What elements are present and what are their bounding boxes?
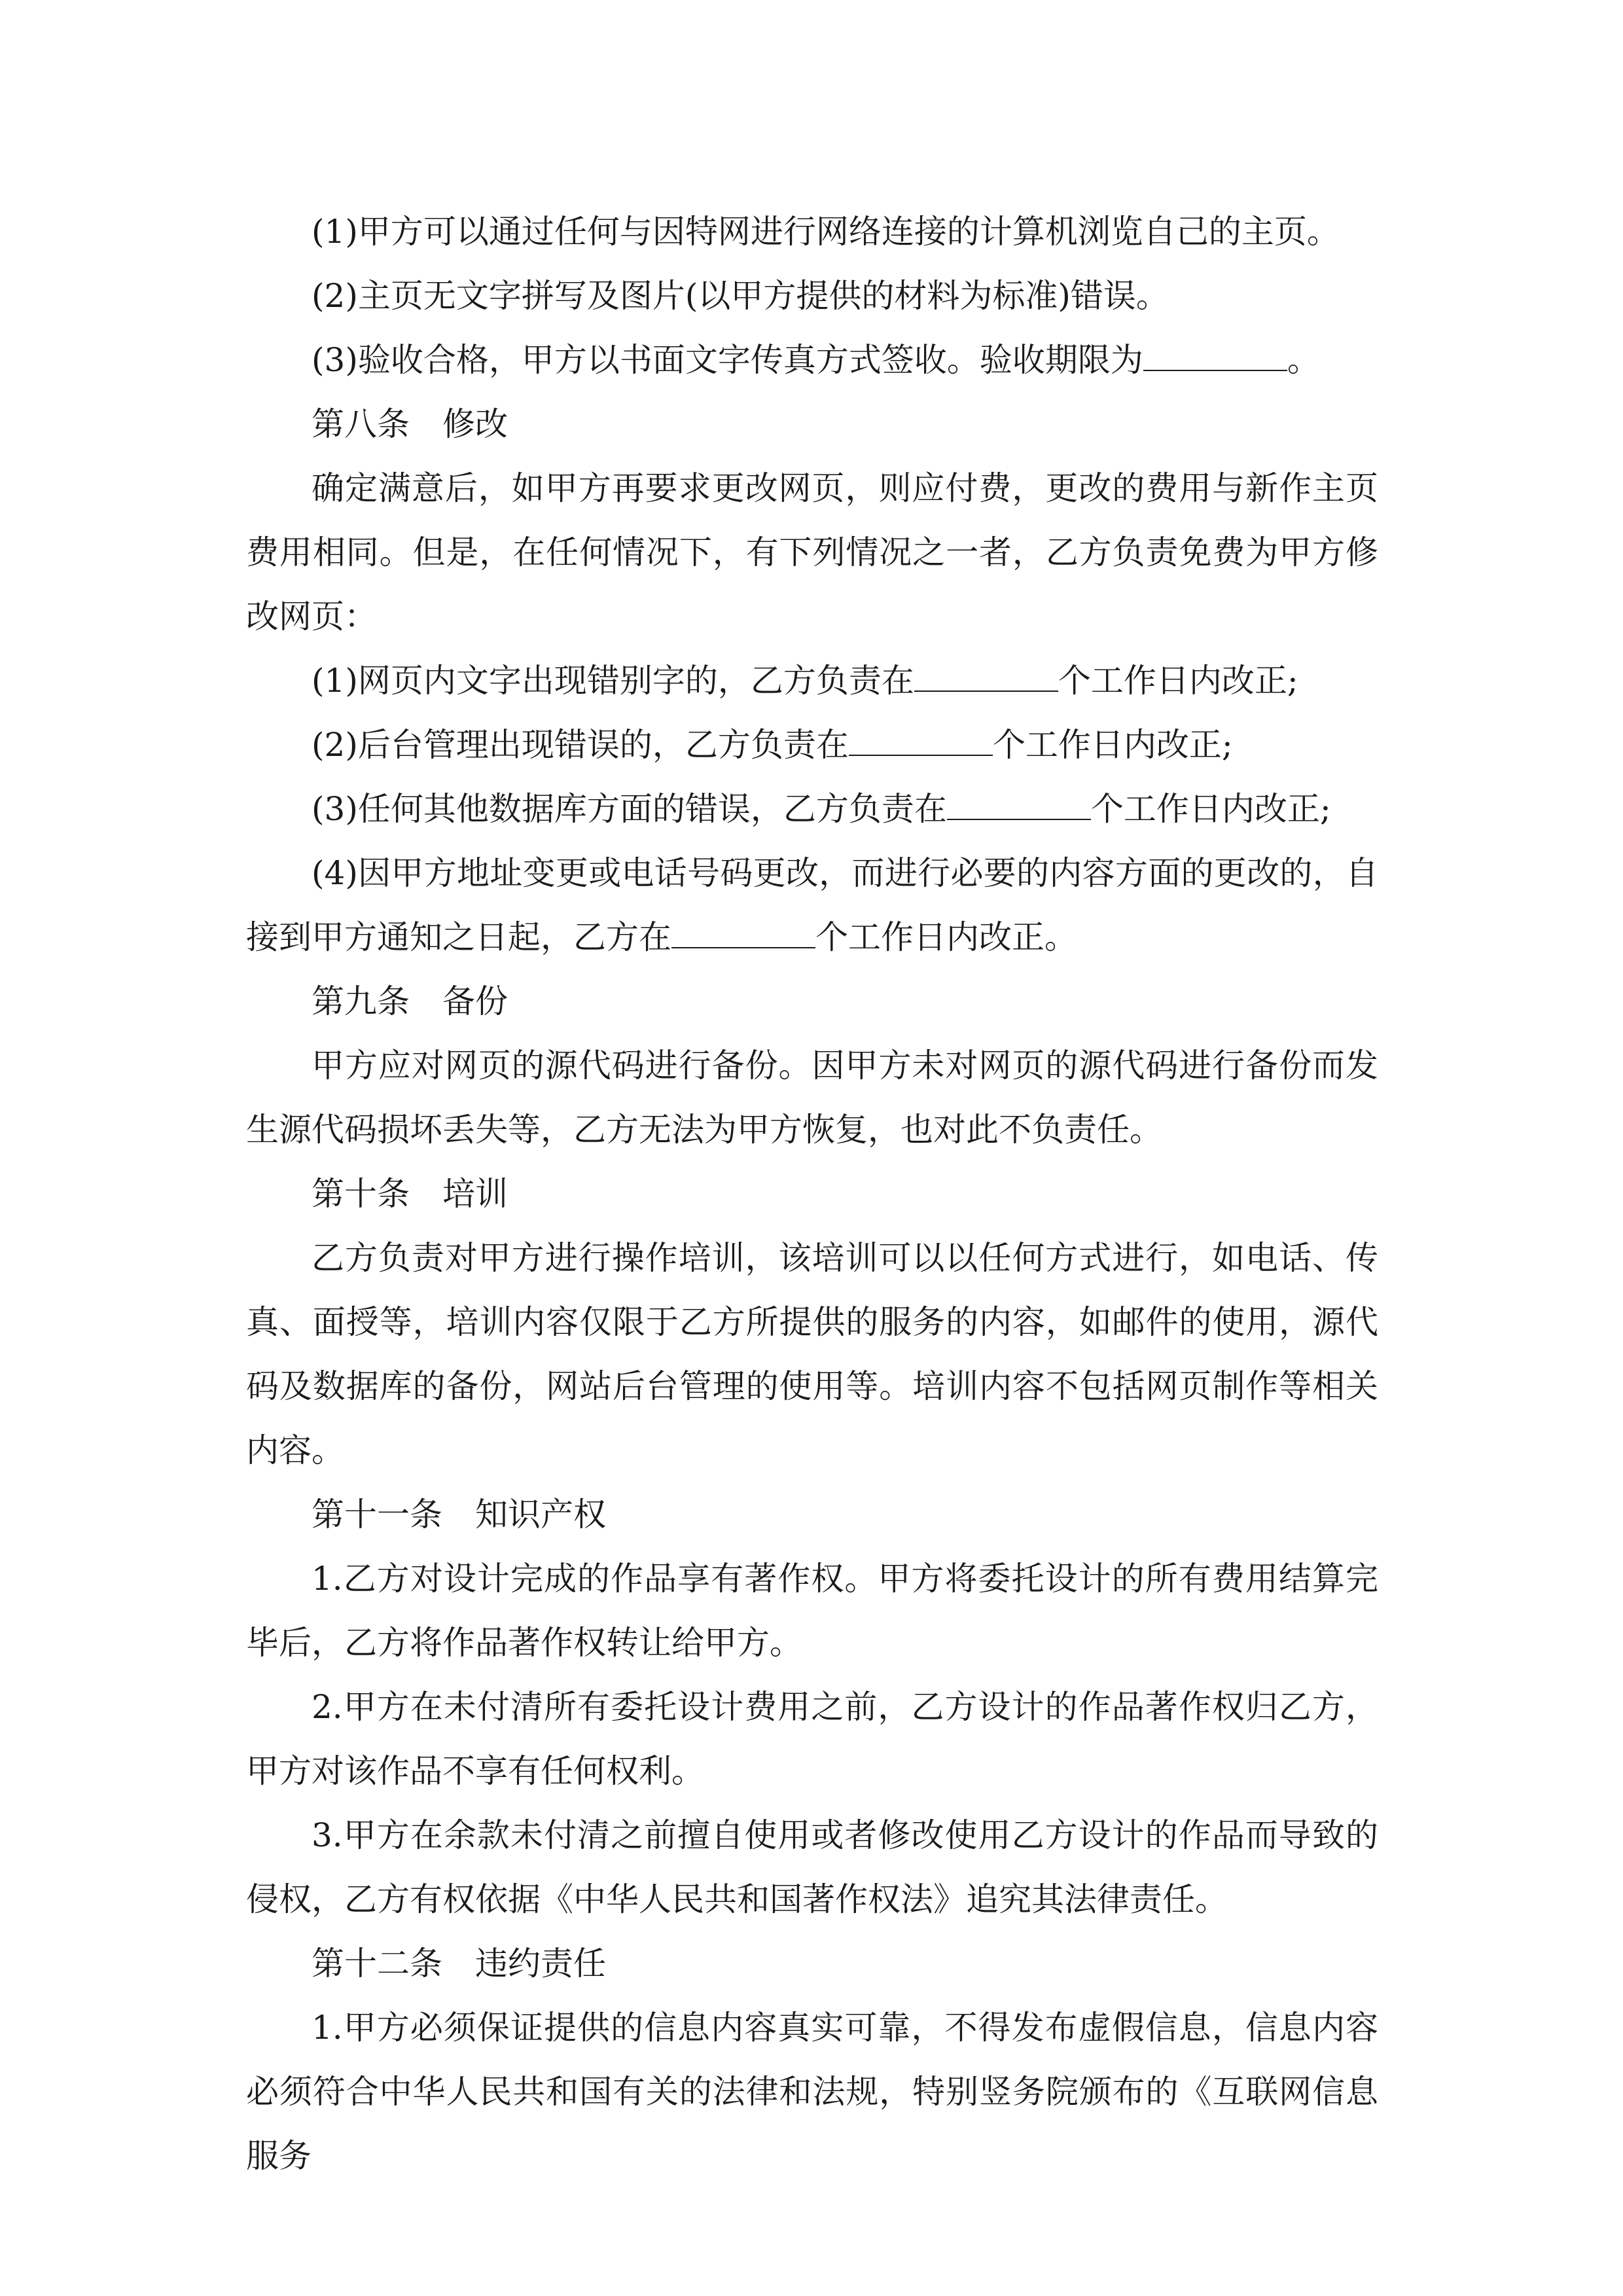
document-body — [246, 200, 1378, 2188]
article-9-text: 甲方应对网页的源代码进行备份。因甲方未对网页的源代码进行备份而发生源代码损坏丢失等，乙方无法为甲方恢复，也对此不负责任。 — [246, 1047, 1378, 1149]
article-11-item-2: 2.甲方在未付清所有委托设计费用之前，乙方设计的作品著作权归乙方，甲方对该作品不享有任何权利。 — [246, 1688, 1378, 1790]
article-8-item-1 — [246, 649, 1378, 713]
article-8-item-3-end: 个工作日内改正; — [1090, 790, 1331, 828]
article-8-heading: 第八条 修改 — [312, 405, 508, 443]
acceptance-item-2: (2)主页无文字拼写及图片(以甲方提供的材料为标准)错误。 — [312, 277, 1169, 315]
fill-in-blank — [1143, 346, 1287, 371]
acceptance-item-1: (1)甲方可以通过任何与因特网进行网络连接的计算机浏览自己的主页。 — [312, 213, 1340, 251]
article-8-item-3 — [246, 777, 1378, 841]
article-8-item-4 — [246, 841, 1378, 969]
article-8-item-1-end: 个工作日内改正; — [1058, 662, 1298, 700]
article-11-item-3: 3.甲方在余款未付清之前擅自使用或者修改使用乙方设计的作品而导致的侵权，乙方有权依据《中华人民共和国著作权法》追究其法律责任。 — [246, 1816, 1378, 1918]
article-9-heading: 第九条 备份 — [312, 982, 508, 1020]
article-8-item-4-text: (4)因甲方地址变更或电话号码更改，而进行必要的内容方面的更改的，自接到甲方通知之日起，乙方在 — [246, 854, 1378, 956]
fill-in-blank — [914, 667, 1058, 692]
article-8-item-3-text: (3)任何其他数据库方面的错误，乙方负责在 — [312, 790, 947, 828]
article-10-heading: 第十条 培训 — [312, 1175, 508, 1213]
fill-in-blank — [849, 731, 993, 756]
article-11-item-1: 1.乙方对设计完成的作品享有著作权。甲方将委托设计的所有费用结算完毕后，乙方将作品著作权转让给甲方。 — [246, 1560, 1378, 1662]
article-10-text: 乙方负责对甲方进行操作培训，该培训可以以任何方式进行，如电话、传真、面授等，培训内容仅限于乙方所提供的服务的内容，如邮件的使用，源代码及数据库的备份，网站后台管理的使用等。培训内容不包括网页制作等相关内容。 — [246, 1239, 1378, 1469]
article-12-heading: 第十二条 违约责任 — [312, 1945, 606, 1982]
acceptance-item-3 — [246, 328, 1378, 392]
article-8-item-2-text: (2)后台管理出现错误的，乙方负责在 — [312, 726, 849, 764]
article-11-heading: 第十一条 知识产权 — [312, 1496, 606, 1534]
fill-in-blank — [947, 795, 1091, 820]
article-8-intro: 确定满意后，如甲方再要求更改网页，则应付费，更改的费用与新作主页费用相同。但是，在任何情况下，有下列情况之一者，乙方负责免费为甲方修改网页： — [246, 469, 1378, 636]
article-8-item-1-text: (1)网页内文字出现错别字的，乙方负责在 — [312, 662, 914, 700]
article-8-item-2 — [246, 713, 1378, 777]
article-8-item-4-end: 个工作日内改正。 — [815, 918, 1077, 956]
article-8-item-2-end: 个工作日内改正; — [992, 726, 1233, 764]
acceptance-item-3-end: 。 — [1287, 341, 1320, 379]
fill-in-blank — [671, 924, 815, 948]
article-12-item-1: 1.甲方必须保证提供的信息内容真实可靠，不得发布虚假信息，信息内容必须符合中华人民共和国有关的法律和法规，特别竖务院颁布的《互联网信息服务 — [246, 2009, 1378, 2175]
acceptance-item-3-text: (3)验收合格，甲方以书面文字传真方式签收。验收期限为 — [312, 341, 1143, 379]
